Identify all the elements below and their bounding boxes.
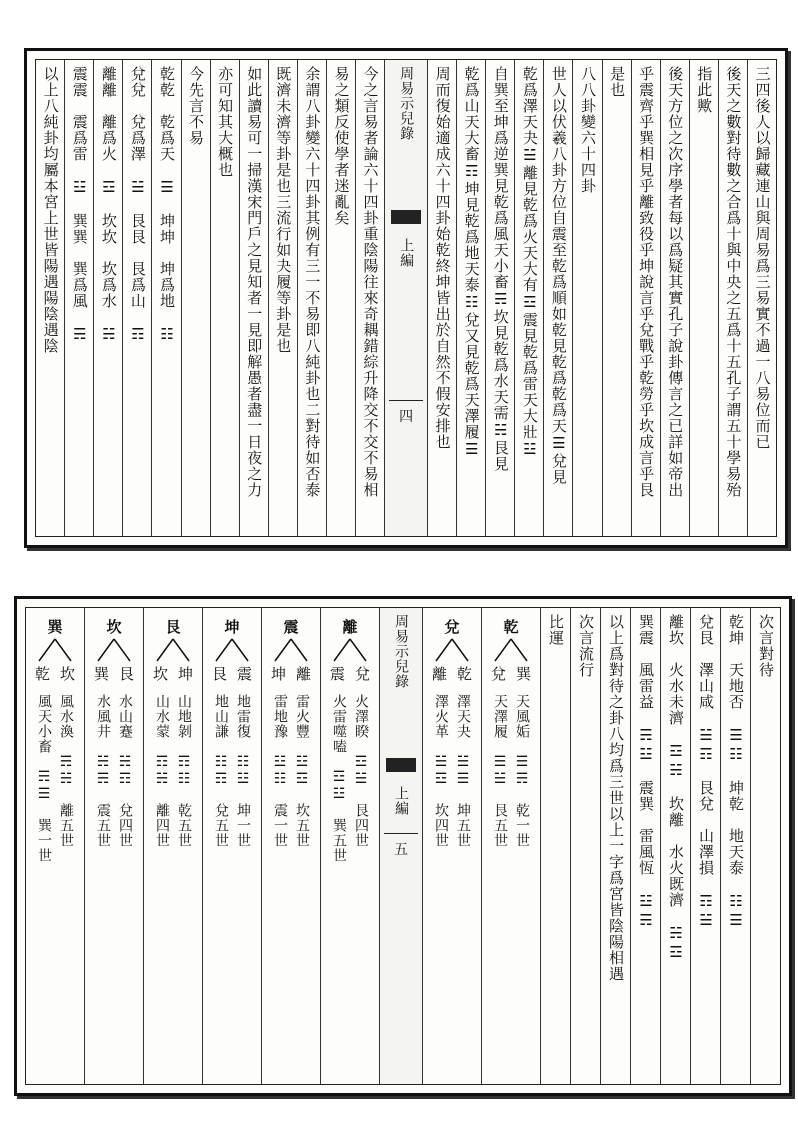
- tree-children: [153, 663, 193, 684]
- tree-entry: 澤天夬 ☱☰ 坤五世: [455, 694, 471, 848]
- column-text: 周而復始適成六十四卦始乾終坤皆出於自然不假安排也: [433, 66, 452, 450]
- branch-lines: [432, 637, 472, 663]
- divider: [384, 833, 418, 834]
- hexagram-row: [630, 608, 660, 1084]
- tree-children: [35, 663, 75, 684]
- column-text: 世人以伏羲八卦方位自震至乾爲順如乾見乾爲乾爲天☰兌見: [549, 66, 568, 485]
- hexagram-row: [93, 60, 122, 536]
- tree-entry: 水風井 ☵☴ 震五世: [95, 694, 111, 848]
- tree-body: [37, 694, 73, 863]
- tree-entry: 天澤履 ☰☱ 艮五世: [492, 694, 508, 848]
- branch-lines: [153, 637, 193, 663]
- tree-child: 坎: [60, 665, 76, 683]
- column-text: 如此讀易可一掃漢宋門戶之見知者一見即解愚者盡一日夜之力: [245, 66, 264, 498]
- column-text: 次言流行: [577, 614, 595, 678]
- hexagram-tree: [202, 608, 261, 1084]
- text-column: [181, 60, 210, 536]
- text-column: [750, 608, 780, 1084]
- column-text: 後天之數對待數之合爲十與中央之五爲十五孔子謂五十學易殆: [724, 66, 743, 498]
- column-text: 以上八純卦均屬本宮上世皆陽遇陽陰遇陰: [41, 66, 60, 354]
- tree-root: 乾: [503, 618, 519, 636]
- hexagram-row: [690, 608, 720, 1084]
- tree-child: 震: [329, 665, 345, 683]
- tree-child: 乾: [457, 665, 473, 683]
- column-text: 余謂八卦變六十四卦其例有三一不易即八純卦也二對待如否泰: [303, 66, 322, 498]
- tree-children: [271, 663, 311, 684]
- column-text: 兌兌 兌爲澤 ☱ 艮艮 艮爲山 ☶: [128, 66, 147, 344]
- tree-root: 艮: [165, 618, 181, 636]
- branch-lines: [35, 637, 75, 663]
- tree-child: 乾: [34, 665, 50, 683]
- volume-label: 上編: [393, 786, 409, 816]
- column-text: 比運: [547, 614, 565, 646]
- text-column: [239, 60, 268, 536]
- page-number: 四: [399, 409, 414, 425]
- text-column: [600, 608, 630, 1084]
- tree-entry: 山水蒙 ☶☵ 離四世: [154, 694, 170, 848]
- hexagram-tree: [84, 608, 143, 1084]
- tree-body: [273, 694, 309, 848]
- volume-label: 上編: [398, 238, 415, 268]
- hexagram-row: [64, 60, 93, 536]
- page-five: [14, 596, 792, 1096]
- book-title: 周易示兒錄: [393, 614, 409, 689]
- tree-body: [332, 694, 368, 863]
- column-text: 今之言易者論六十四卦重陰陽往來奇耦錯綜升降交不交不易相: [361, 66, 380, 498]
- text-column: [36, 60, 64, 536]
- branch-lines: [94, 637, 134, 663]
- hexagram-tree: [143, 608, 202, 1084]
- tree-entry: 風天小畜 ☴☰ 巽一世: [36, 694, 52, 863]
- page-spine: [384, 60, 427, 536]
- column-text: 三四後人以歸藏連山與周易爲三易實不過一八易位而已: [753, 66, 772, 450]
- tree-child: 兌: [490, 665, 506, 683]
- column-text: 乾乾 乾爲天 ☰ 坤坤 坤爲地 ☷: [157, 66, 176, 344]
- text-column: [326, 60, 355, 536]
- tree-root: 坎: [106, 618, 122, 636]
- text-column: [718, 60, 747, 536]
- hexagram-tree: [320, 608, 379, 1084]
- hexagram-tree: [422, 608, 481, 1084]
- tree-child: 震: [237, 665, 253, 683]
- text-column: [570, 608, 600, 1084]
- column-text: 離離 離爲火 ☲ 坎坎 坎爲水 ☵: [99, 66, 118, 344]
- column-text: 震震 震爲雷 ☳ 巽巽 巽爲風 ☴: [70, 66, 89, 344]
- column-text: 是也: [608, 66, 627, 98]
- tree-child: 離: [296, 665, 312, 683]
- fishtail-mark: [386, 758, 416, 772]
- tree-children: [432, 663, 472, 684]
- column-text: 巽震 風雷益 ☴☳ 震巽 雷風恆 ☳☴: [637, 614, 655, 930]
- column-text: 次言對待: [757, 614, 775, 678]
- column-text: 乾坤 天地否 ☰☷ 坤乾 地天泰 ☷☰: [727, 614, 745, 930]
- tree-entry: 火雷噬嗑 ☲☳ 巽五世: [331, 694, 347, 863]
- column-text: 乾爲山天大畜☶坤見乾爲地天泰☷兌又見乾爲天澤履☰: [462, 66, 481, 459]
- tree-entry: 雷地豫 ☳☷ 震一世: [272, 694, 288, 848]
- page-four: [24, 48, 788, 548]
- page-number: 五: [394, 842, 408, 858]
- tree-entry: 雷火豐 ☳☲ 坎五世: [294, 694, 310, 848]
- text-column: [602, 60, 631, 536]
- text-column: [210, 60, 239, 536]
- divider: [389, 400, 423, 401]
- text-column: [427, 60, 456, 536]
- hexagram-tree: [261, 608, 320, 1084]
- tree-child: 兌: [355, 665, 371, 683]
- tree-child: 坤: [270, 665, 286, 683]
- text-columns: [25, 607, 781, 1085]
- tree-entry: 水山蹇 ☵☶ 兌四世: [117, 694, 133, 848]
- tree-child: 艮: [119, 665, 135, 683]
- tree-body: [214, 694, 250, 848]
- column-text: 既濟未濟等卦是也三流行如夬履等卦是也: [274, 66, 293, 354]
- text-column: [540, 608, 570, 1084]
- text-column: [514, 60, 543, 536]
- tree-body: [493, 694, 529, 848]
- tree-child: 坤: [178, 665, 194, 683]
- tree-child: 巽: [93, 665, 109, 683]
- column-text: 離坎 火水未濟 ☲☵ 坎離 水火既濟 ☵☲: [667, 614, 685, 962]
- text-column: [268, 60, 297, 536]
- column-text: 亦可知其大概也: [216, 66, 235, 178]
- tree-root: 巽: [47, 618, 63, 636]
- column-text: 易之類反使學者迷亂矣: [332, 66, 351, 226]
- column-text: 指此歟: [695, 66, 714, 114]
- book-title: 周易示兒錄: [398, 66, 415, 141]
- hexagram-row: [151, 60, 180, 536]
- column-text: 後天方位之次序學者每以爲疑其實孔子說卦傳言之已詳如帝出: [666, 66, 685, 498]
- tree-root: 離: [342, 618, 358, 636]
- text-column: [660, 60, 689, 536]
- tree-root: 震: [283, 618, 299, 636]
- text-column: [747, 60, 776, 536]
- tree-entry: 天風姤 ☰☴ 乾一世: [514, 694, 530, 848]
- text-columns: [35, 59, 777, 537]
- hexagram-row: [720, 608, 750, 1084]
- tree-children: [212, 663, 252, 684]
- tree-body: [434, 694, 470, 848]
- text-column: [543, 60, 572, 536]
- hexagram-tree: [481, 608, 540, 1084]
- tree-root: 坤: [224, 618, 240, 636]
- branch-lines: [271, 637, 311, 663]
- text-column: [485, 60, 514, 536]
- tree-entry: 風水渙 ☴☵ 離五世: [58, 694, 74, 848]
- text-column: [689, 60, 718, 536]
- text-column: [572, 60, 601, 536]
- branch-lines: [212, 637, 252, 663]
- column-text: 自巽至坤爲逆巽見乾爲風天小畜☴坎見乾爲水天需☵艮見: [491, 66, 510, 472]
- tree-entry: 澤火革 ☱☲ 坎四世: [433, 694, 449, 848]
- tree-child: 巽: [516, 665, 532, 683]
- branch-lines: [330, 637, 370, 663]
- tree-entry: 山地剝 ☶☷ 乾五世: [176, 694, 192, 848]
- tree-children: [491, 663, 531, 684]
- text-column: [355, 60, 384, 536]
- hexagram-tree: [26, 608, 84, 1084]
- column-text: 乎震齊乎巽相見乎離致役乎坤說言乎兌戰乎乾勞乎坎成言乎艮: [637, 66, 656, 498]
- tree-root: 兌: [444, 618, 460, 636]
- column-text: 乾爲澤天夬☱離見乾爲火天大有☲震見乾爲雷天大壯☳: [520, 66, 539, 459]
- text-column: [631, 60, 660, 536]
- column-text: 八八卦變六十四卦: [578, 66, 597, 194]
- tree-child: 坎: [152, 665, 168, 683]
- tree-body: [96, 694, 132, 848]
- tree-entry: 地雷復 ☷☳ 坤一世: [235, 694, 251, 848]
- column-text: 今先言不易: [187, 66, 206, 146]
- hexagram-row: [660, 608, 690, 1084]
- tree-child: 離: [431, 665, 447, 683]
- tree-entry: 火澤睽 ☲☱ 艮四世: [353, 694, 369, 848]
- fishtail-mark: [391, 210, 421, 224]
- tree-child: 艮: [211, 665, 227, 683]
- text-column: [297, 60, 326, 536]
- hexagram-row: [122, 60, 151, 536]
- tree-body: [155, 694, 191, 848]
- text-column: [456, 60, 485, 536]
- tree-children: [330, 663, 370, 684]
- column-text: 以上爲對待之卦八均爲三世以上一字爲宮皆陰陽相遇: [607, 614, 625, 982]
- tree-entry: 地山謙 ☷☶ 兌五世: [213, 694, 229, 848]
- column-text: 兌艮 澤山咸 ☱☶ 艮兌 山澤損 ☶☱: [697, 614, 715, 930]
- branch-lines: [491, 637, 531, 663]
- page-spine: [379, 608, 422, 1084]
- tree-children: [94, 663, 134, 684]
